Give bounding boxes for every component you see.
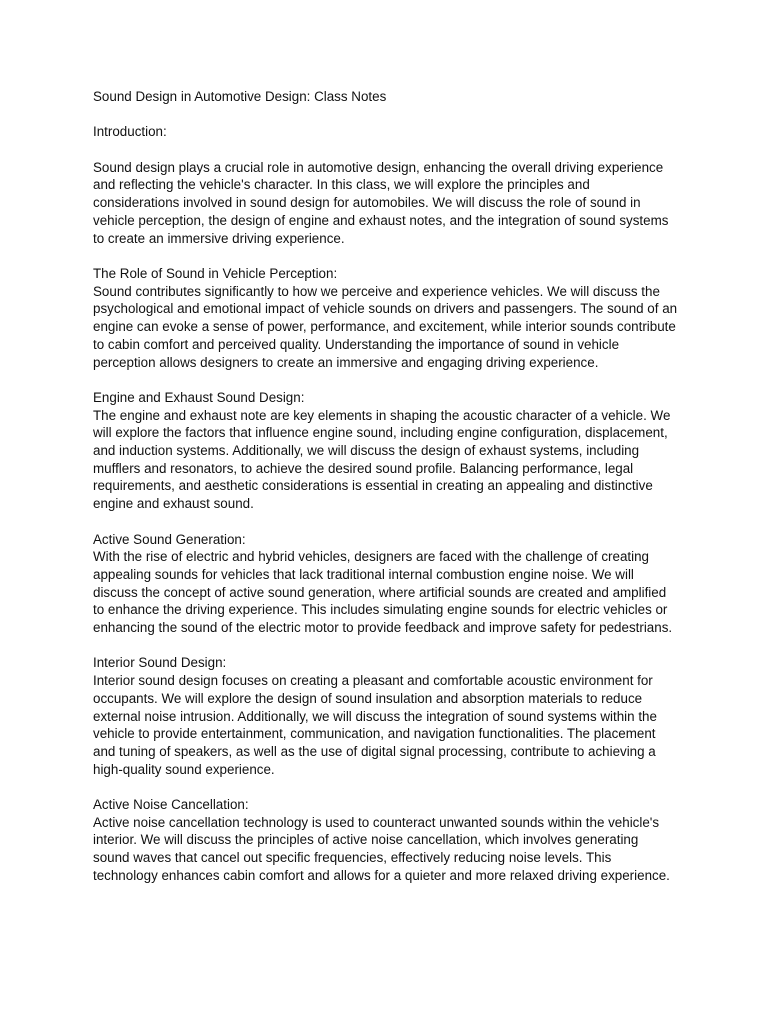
section-paragraph: Active noise cancellation technology is used to counteract unwanted sounds within the vehicle's interior. We will discuss the principles of active noise cancellation, which involves generating sound waves that cancel out specific frequencies, effectively reducing noise levels. This technology enhances cabin comfort and allows for a quieter and more relaxed driving experience. — [93, 814, 670, 883]
section-interior-sound — [93, 654, 678, 778]
section-heading: Interior Sound Design: — [93, 655, 227, 671]
section-active-sound-generation — [93, 531, 678, 637]
section-paragraph: Interior sound design focuses on creating a pleasant and comfortable acoustic environment for occupants. We will explore the design of sound insulation and absorption materials to reduce external noise intrusion. Additionally, we will discuss the integration of sound systems within the vehicle to provide entertainment, communication, and navigation functionalities. The placement and tuning of speakers, as well as the use of digital signal processing, contribute to achieving a high-quality sound experience. — [93, 673, 657, 777]
section-heading: Active Noise Cancellation: — [93, 797, 249, 813]
intro-paragraph: Sound design plays a crucial role in automotive design, enhancing the overall driving experience and reflecting the vehicle's character. In this class, we will explore the principles and considerations involved in sound design for automobiles. We will discuss the role of sound in vehicle perception, the design of engine and exhaust notes, and the integration of sound systems to create an immersive driving experience. — [93, 159, 669, 246]
section-active-noise-cancellation — [93, 796, 678, 885]
page-title: Sound Design in Automotive Design: Class Notes — [93, 89, 387, 104]
section-heading: Active Sound Generation: — [93, 531, 246, 547]
section-paragraph: With the rise of electric and hybrid vehicles, designers are faced with the challenge of creating appealing sounds for vehicles that lack traditional internal combustion engine noise. We will discuss the concept of active sound generation, where artificial sounds are created and amplified to enhance the driving experience. This includes simulating engine sounds for electric vehicles or enhancing the sound of the electric motor to provide feedback and improve safety for pedestrians. — [93, 549, 673, 636]
section-engine-exhaust — [93, 389, 678, 513]
intro-heading: Introduction: — [93, 124, 167, 140]
section-paragraph: The engine and exhaust note are key elements in shaping the acoustic character of a vehicle. We will explore the factors that influence engine sound, including engine configuration, displacement, and induction systems. Additionally, we will discuss the design of exhaust systems, including mufflers and resonators, to achieve the desired sound profile. Balancing performance, legal requirements, and aesthetic considerations is essential in creating an appealing and distinctive engine and exhaust sound. — [93, 407, 671, 512]
section-role-of-sound — [93, 265, 678, 371]
document-page — [93, 88, 678, 902]
intro-section — [93, 159, 678, 248]
section-paragraph: Sound contributes significantly to how we perceive and experience vehicles. We will discuss the psychological and emotional impact of vehicle sounds on drivers and passengers. The sound of an engine can evoke a sense of power, performance, and excitement, while interior sounds contribute to cabin comfort and perceived quality. Understanding the importance of sound in vehicle perception allows designers to create an immersive and engaging driving experience. — [93, 283, 678, 370]
section-heading: Engine and Exhaust Sound Design: — [93, 389, 305, 405]
section-heading: The Role of Sound in Vehicle Perception: — [93, 265, 338, 281]
